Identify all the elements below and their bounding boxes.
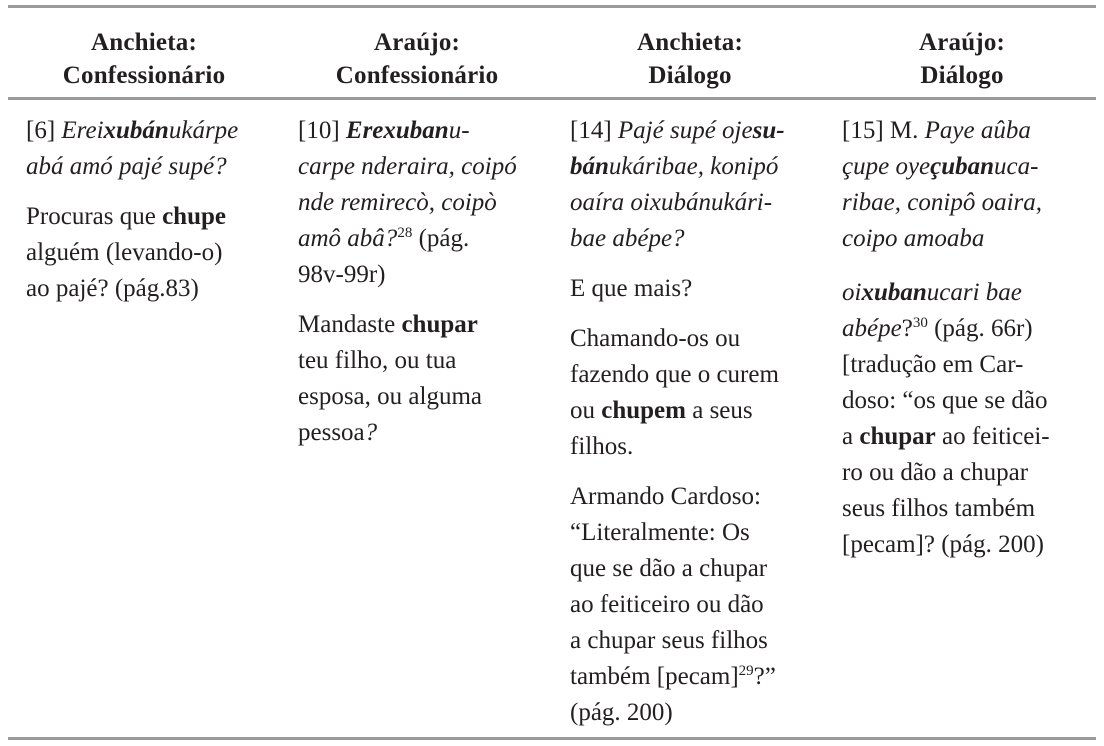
text-line: bae abépe? — [570, 225, 685, 252]
text-line: [6] Ereixubánukárpe — [26, 117, 239, 144]
text-line: [10] Erexubanu- — [298, 117, 470, 144]
header-line: Anchieta: — [637, 29, 743, 56]
text-line: oixubanucari bae — [842, 279, 1022, 306]
header-line: Araújo: — [373, 29, 461, 56]
translation — [26, 199, 276, 307]
text-line: bánukáribae, konipó — [570, 153, 779, 180]
header-rule — [8, 97, 1096, 100]
text-line: E que mais? — [570, 275, 693, 302]
text-line: “Literalmente: Os — [570, 519, 750, 546]
header-line: Diálogo — [920, 62, 1004, 89]
text-line: abá amó pajé supé? — [26, 153, 227, 180]
column-anchieta-confessionario — [26, 113, 276, 321]
text-line: teu filho, ou tua — [298, 347, 457, 374]
text-line: ou chupem a seus — [570, 397, 753, 424]
text-line: a chupar ao feiticei- — [842, 423, 1050, 450]
translation — [298, 307, 548, 451]
text-line: nde remirecò, coipò — [298, 189, 497, 216]
text-line: Armando Cardoso: — [570, 483, 761, 510]
header-araujo-confessionario — [300, 26, 534, 92]
tupi-excerpt — [570, 113, 832, 257]
bottom-rule — [8, 737, 1096, 740]
text-line: Mandaste chupar — [298, 311, 478, 338]
text-line: doso: “os que se dão — [842, 387, 1048, 414]
column-araujo-dialogo — [842, 113, 1092, 577]
text-line: ao pajé? (pág.83) — [26, 275, 199, 302]
text-line: pessoa? — [298, 419, 378, 446]
column-araujo-confessionario — [298, 113, 548, 465]
text-line: filhos. — [570, 433, 634, 460]
tupi-excerpt — [26, 113, 276, 185]
footnote-ref: 28 — [397, 225, 413, 241]
text-line: ro ou dão a chupar — [842, 459, 1029, 486]
text-line: abépe?$^{30}$ (pág. 66r) — [842, 315, 1033, 342]
text-line: [15] M. Paye aûba — [842, 117, 1031, 144]
header-line: Araújo: — [918, 29, 1006, 56]
text-line: (pág. 200) — [570, 699, 673, 726]
text-line: çupe oyeçubanuca- — [842, 153, 1039, 180]
header-line: Confessionário — [335, 62, 499, 89]
tupi-excerpt — [842, 113, 1092, 257]
text-line: fazendo que o curem — [570, 361, 779, 388]
text-line: [14] Pajé supé ojesu- — [570, 117, 785, 144]
header-line: Diálogo — [648, 62, 732, 89]
header-line: Anchieta: — [91, 29, 197, 56]
top-rule — [8, 5, 1096, 8]
text-line: amô abâ?$^{28}$ (pág. — [298, 225, 470, 252]
text-line: ao feiticeiro ou dão — [570, 591, 764, 618]
text-line: carpe nderaira, coipó — [298, 153, 517, 180]
translation — [570, 321, 832, 465]
cardoso-note — [570, 479, 832, 731]
tupi-excerpt — [298, 113, 548, 293]
text-line: Chamando-os ou — [570, 325, 741, 352]
text-line: ribae, conipô oaira, — [842, 189, 1042, 216]
text-line: também [pecam]$^{29}$?” — [570, 663, 776, 690]
text-line: oaíra oixubánukári- — [570, 189, 773, 216]
header-anchieta-confessionario — [28, 26, 260, 92]
header-anchieta-dialogo — [570, 26, 810, 92]
text-line: que se dão a chupar — [570, 555, 768, 582]
text-line: [tradução em Car- — [842, 351, 1024, 378]
column-anchieta-dialogo — [570, 113, 832, 745]
translation — [842, 275, 1092, 563]
text-line: seus filhos também — [842, 495, 1036, 522]
text-line: esposa, ou alguma — [298, 383, 482, 410]
header-line: Confessionário — [62, 62, 226, 89]
text-line: alguém (levando-o) — [26, 239, 223, 266]
header-araujo-dialogo — [842, 26, 1082, 92]
text-line: a chupar seus filhos — [570, 627, 768, 654]
text-line: 98v-99r) — [298, 261, 386, 288]
footnote-ref: 30 — [912, 315, 928, 331]
text-line: Procuras que chupe — [26, 203, 226, 230]
comparison-table — [8, 0, 1096, 746]
translation-short — [570, 271, 832, 307]
text-line: [pecam]? (pág. 200) — [842, 531, 1044, 558]
footnote-ref: 29 — [738, 663, 754, 679]
text-line: coipo amoaba — [842, 225, 985, 252]
